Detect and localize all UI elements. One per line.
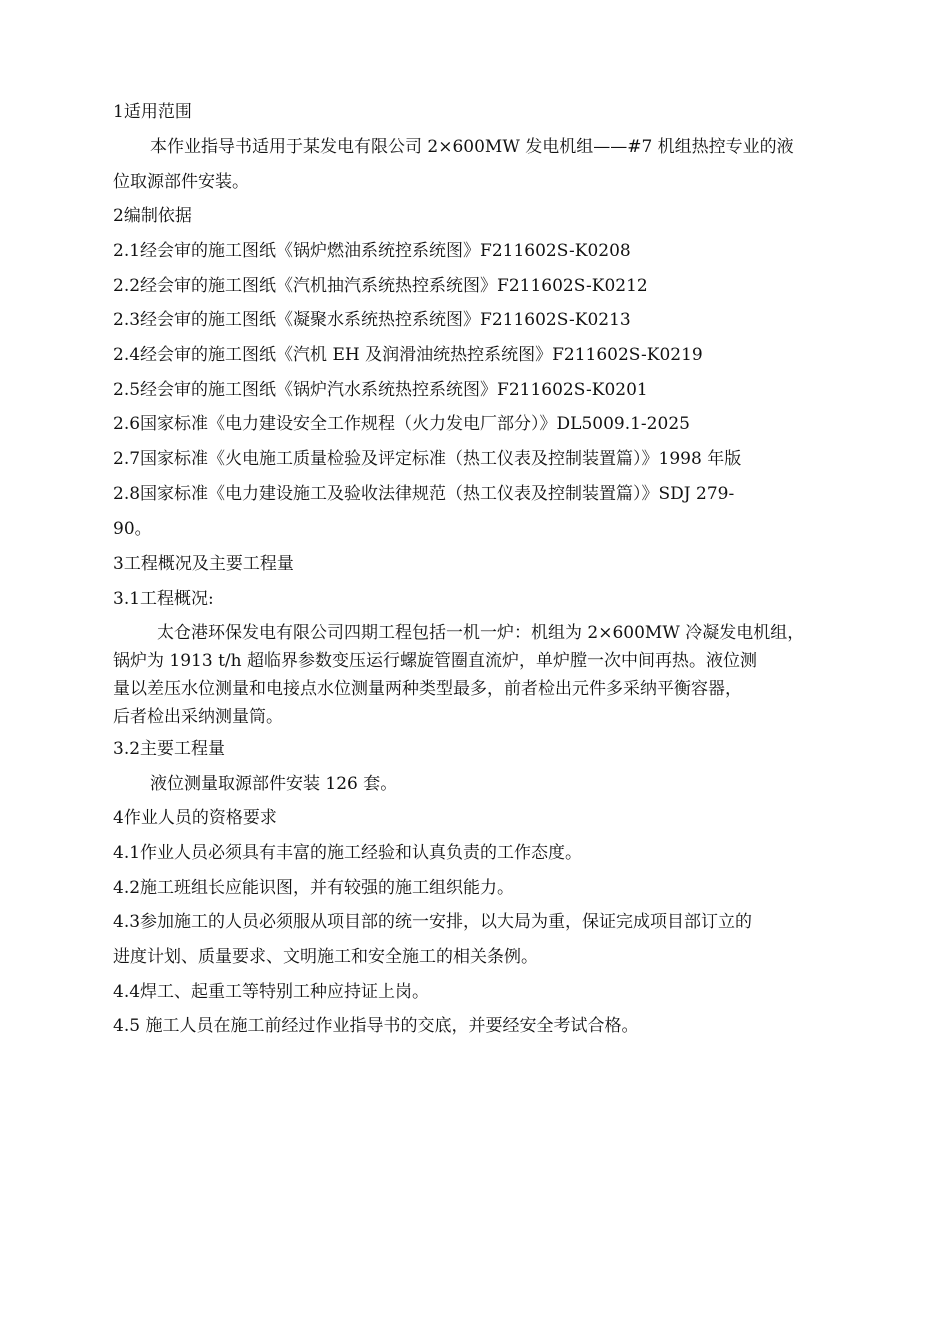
section-3-2-heading: 3.2主要工程量 <box>113 739 226 759</box>
reference-item: 2.7国家标准《火电施工质量检验及评定标准（热工仪表及控制装置篇）》1998 年版 <box>113 449 742 469</box>
reference-item: 2.6国家标准《电力建设安全工作规程（火力发电厂部分）》DL5009.1-2025 <box>113 414 690 434</box>
requirement-item: 4.1作业人员必须具有丰富的施工经验和认真负责的工作态度。 <box>113 843 583 863</box>
section-3-heading: 3工程概况及主要工程量 <box>113 554 294 574</box>
section-1-heading: 1适用范围 <box>113 102 192 122</box>
overview-line: 后者检出采纳测量筒。 <box>113 707 283 727</box>
section-1-body-line-2: 位取源部件安装。 <box>113 172 249 192</box>
overview-line: 锅炉为 1913 t/h 超临界参数变压运行螺旋管圈直流炉，单炉膛一次中间再热。液位测 <box>113 651 757 671</box>
requirement-item: 4.3参加施工的人员必须服从项目部的统一安排，以大局为重，保证完成项目部订立的 <box>113 912 753 932</box>
reference-item: 2.1经会审的施工图纸《锅炉燃油系统控系统图》F211602S-K0208 <box>113 241 631 261</box>
reference-item-continuation: 90。 <box>113 519 152 539</box>
reference-item: 2.4经会审的施工图纸《汽机 EH 及润滑油统热控系统图》F211602S-K0219 <box>113 345 703 365</box>
reference-item: 2.8国家标准《电力建设施工及验收法律规范（热工仪表及控制装置篇）》SDJ 279- <box>113 484 735 504</box>
requirement-item: 4.4焊工、起重工等特别工种应持证上岗。 <box>113 982 430 1002</box>
reference-item: 2.3经会审的施工图纸《凝聚水系统热控系统图》F211602S-K0213 <box>113 310 631 330</box>
section-2-heading: 2编制依据 <box>113 206 192 226</box>
overview-line: 太仓港环保发电有限公司四期工程包括一机一炉：机组为 2×600MW 冷凝发电机组， <box>157 623 805 643</box>
requirement-item: 4.2施工班组长应能识图，并有较强的施工组织能力。 <box>113 878 515 898</box>
requirement-item-continuation: 进度计划、质量要求、文明施工和安全施工的相关条例。 <box>113 947 538 967</box>
overview-line: 量以差压水位测量和电接点水位测量两种类型最多，前者检出元件多采纳平衡容器， <box>113 679 742 699</box>
reference-item: 2.2经会审的施工图纸《汽机抽汽系统热控系统图》F211602S-K0212 <box>113 276 648 296</box>
requirement-item: 4.5 施工人员在施工前经过作业指导书的交底，并要经安全考试合格。 <box>113 1016 639 1036</box>
section-3-1-heading: 3.1工程概况: <box>113 589 214 609</box>
section-4-heading: 4作业人员的资格要求 <box>113 808 277 828</box>
section-1-body-line-1: 本作业指导书适用于某发电有限公司 2×600MW 发电机组——#7 机组热控专业的液 <box>150 137 794 157</box>
section-3-2-body: 液位测量取源部件安装 126 套。 <box>150 774 398 794</box>
reference-item: 2.5经会审的施工图纸《锅炉汽水系统热控系统图》F211602S-K0201 <box>113 380 648 400</box>
